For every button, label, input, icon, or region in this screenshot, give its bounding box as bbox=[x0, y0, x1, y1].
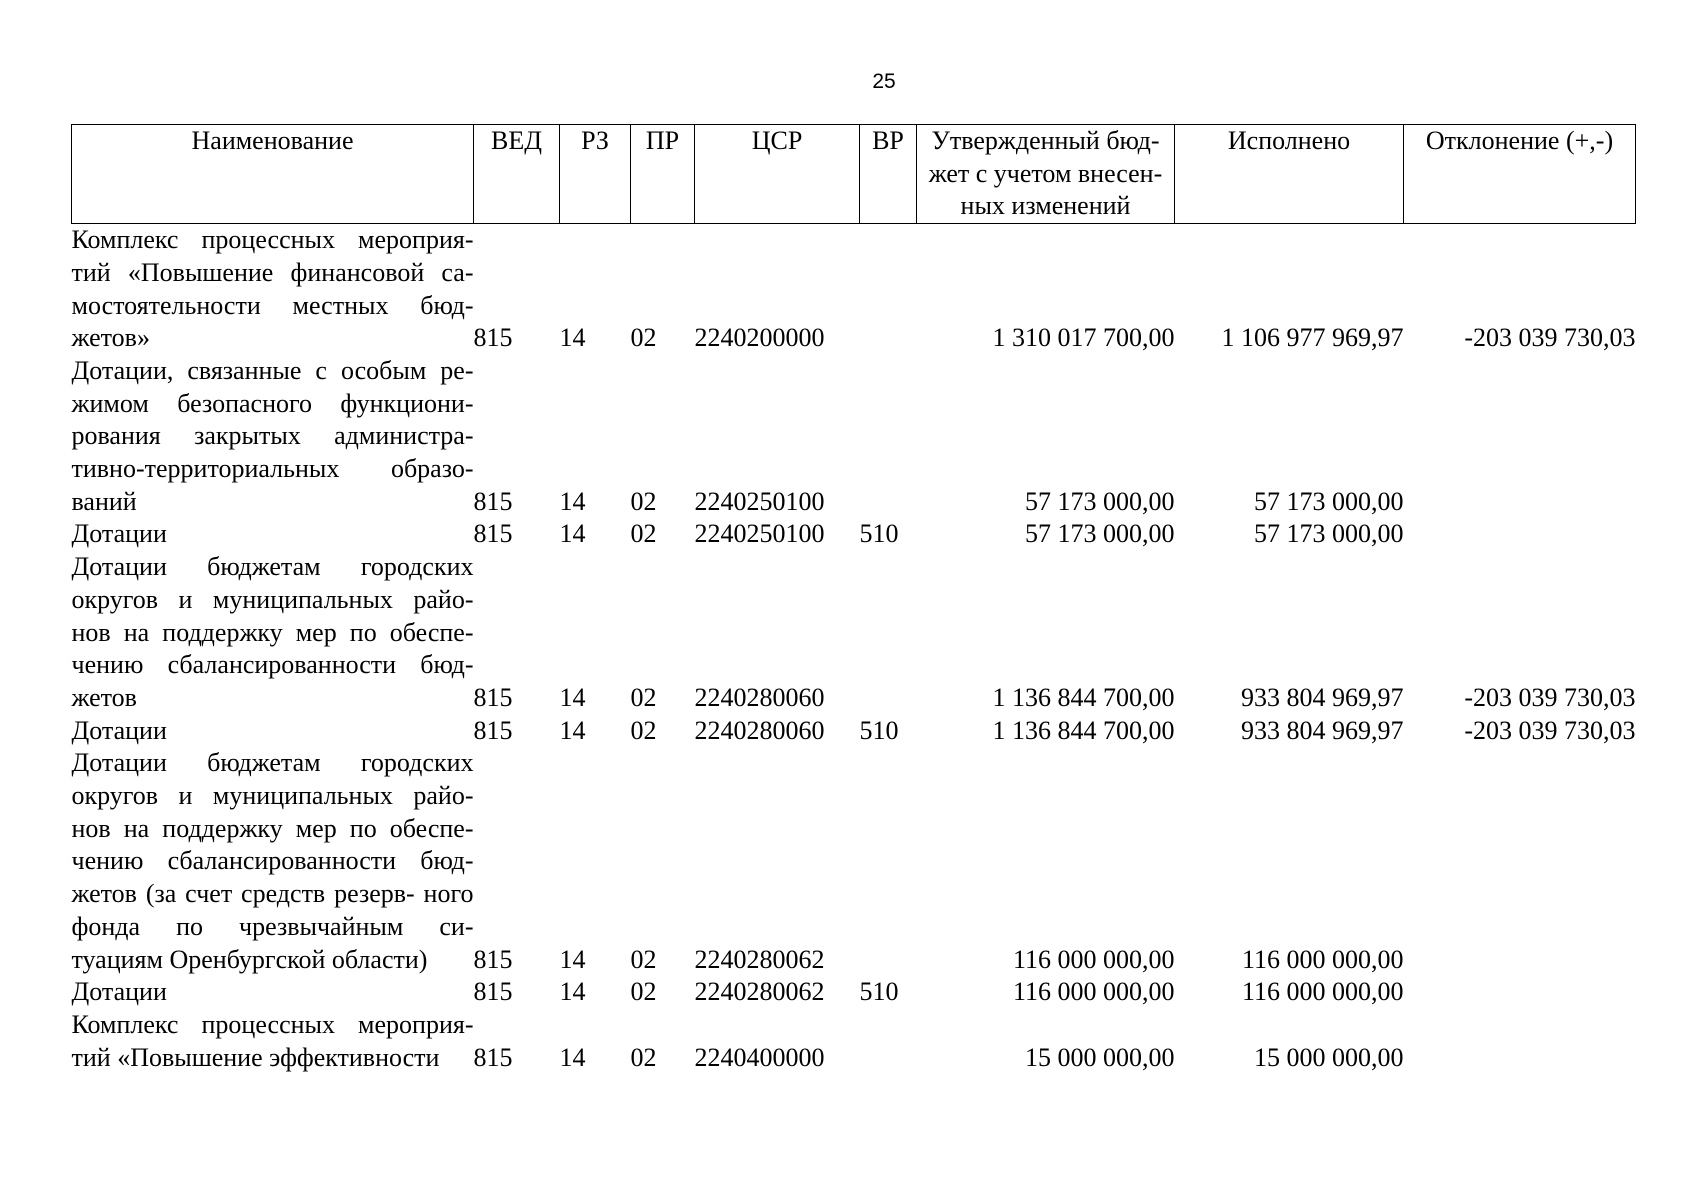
table-header-row bbox=[72, 125, 1636, 224]
row-deviation: -203 039 730,03 bbox=[1464, 323, 1636, 353]
row-vr bbox=[860, 355, 917, 519]
row-vr bbox=[860, 747, 917, 976]
row-name: Комплекс процессных мероприя- тий «Повышение эффективности bbox=[71, 1009, 474, 1072]
row-pr: 02 bbox=[630, 715, 657, 745]
row-deviation bbox=[1404, 355, 1636, 519]
row-deviation bbox=[1404, 747, 1636, 976]
row-vr bbox=[860, 1009, 917, 1074]
row-name: Дотации bbox=[71, 715, 167, 745]
row-csr: 2240200000 bbox=[694, 323, 825, 353]
header-name: Наименование bbox=[72, 125, 474, 224]
row-name: Дотации bbox=[71, 977, 167, 1007]
row-executed: 116 000 000,00 bbox=[1241, 977, 1404, 1007]
row-pr: 02 bbox=[630, 486, 657, 516]
row-ved: 815 bbox=[473, 1042, 513, 1072]
row-vr: 510 bbox=[859, 715, 899, 745]
row-ved: 815 bbox=[473, 323, 513, 353]
table-row bbox=[72, 355, 1636, 519]
header-ved: ВЕД bbox=[474, 125, 560, 224]
row-deviation bbox=[1404, 518, 1636, 551]
header-rz: РЗ bbox=[560, 125, 631, 224]
row-approved: 116 000 000,00 bbox=[1012, 977, 1175, 1007]
page-number: 25 bbox=[872, 70, 896, 93]
row-ved: 815 bbox=[473, 977, 513, 1007]
table-row bbox=[72, 715, 1636, 748]
row-name: Дотации бюджетам городских округов и муниципальных райо- нов на поддержку мер по обеспе- чению сбалансированности бюд- жетов bbox=[71, 552, 474, 712]
row-rz: 14 bbox=[559, 519, 586, 549]
row-ved: 815 bbox=[473, 715, 513, 745]
row-deviation bbox=[1404, 1009, 1636, 1074]
header-csr: ЦСР bbox=[695, 125, 860, 224]
row-ved: 815 bbox=[473, 519, 513, 549]
row-approved: 57 173 000,00 bbox=[1025, 486, 1175, 516]
row-rz: 14 bbox=[559, 715, 586, 745]
row-vr bbox=[860, 224, 917, 355]
table-row bbox=[72, 551, 1636, 715]
row-rz: 14 bbox=[559, 486, 586, 516]
row-approved: 15 000 000,00 bbox=[1025, 1042, 1175, 1072]
row-name: Дотации bbox=[71, 519, 167, 549]
row-executed: 116 000 000,00 bbox=[1241, 944, 1404, 974]
row-executed: 15 000 000,00 bbox=[1254, 1042, 1404, 1072]
row-approved: 1 136 844 700,00 bbox=[992, 682, 1175, 712]
row-name: Дотации, связанные с особым ре- жимом безопасного функциони- рования закрытых администра- тивно-территориальных образо- ваний bbox=[71, 355, 474, 516]
row-name: Дотации бюджетам городских округов и муниципальных райо- нов на поддержку мер по обеспе- чению сбалансированности бюд- жетов (за счет средств резерв- ного фонда по чрезвычайным си- туациям Оренбургской области) bbox=[71, 748, 474, 974]
row-rz: 14 bbox=[559, 1042, 586, 1072]
row-vr: 510 bbox=[859, 519, 899, 549]
table-row bbox=[72, 224, 1636, 355]
row-pr: 02 bbox=[630, 944, 657, 974]
header-vr: ВР bbox=[860, 125, 917, 224]
row-approved: 1 136 844 700,00 bbox=[992, 715, 1175, 745]
budget-execution-table bbox=[71, 124, 1636, 1074]
row-ved: 815 bbox=[473, 486, 513, 516]
table-row bbox=[72, 1009, 1636, 1074]
row-csr: 2240280062 bbox=[694, 977, 825, 1007]
row-ved: 815 bbox=[473, 682, 513, 712]
row-name: Комплекс процессных мероприя- тий «Повышение финансовой са- мостоятельности местных бюд- жетов» bbox=[71, 225, 474, 353]
row-approved: 1 310 017 700,00 bbox=[992, 323, 1175, 353]
row-deviation: -203 039 730,03 bbox=[1464, 715, 1636, 745]
table-row bbox=[72, 747, 1636, 976]
row-executed: 933 804 969,97 bbox=[1241, 682, 1404, 712]
row-ved: 815 bbox=[473, 944, 513, 974]
table-row bbox=[72, 976, 1636, 1009]
row-csr: 2240400000 bbox=[694, 1042, 825, 1072]
row-vr bbox=[860, 551, 917, 715]
row-executed: 1 106 977 969,97 bbox=[1221, 323, 1404, 353]
table-row bbox=[72, 518, 1636, 551]
row-executed: 57 173 000,00 bbox=[1254, 519, 1404, 549]
row-executed: 933 804 969,97 bbox=[1241, 715, 1404, 745]
row-csr: 2240250100 bbox=[694, 486, 825, 516]
row-pr: 02 bbox=[630, 519, 657, 549]
row-approved: 57 173 000,00 bbox=[1025, 519, 1175, 549]
row-pr: 02 bbox=[630, 1042, 657, 1072]
row-executed: 57 173 000,00 bbox=[1254, 486, 1404, 516]
header-deviation: Отклонение (+,-) bbox=[1404, 125, 1636, 224]
row-rz: 14 bbox=[559, 682, 586, 712]
row-pr: 02 bbox=[630, 323, 657, 353]
row-csr: 2240280060 bbox=[694, 682, 825, 712]
row-csr: 2240280060 bbox=[694, 715, 825, 745]
row-csr: 2240280062 bbox=[694, 944, 825, 974]
row-pr: 02 bbox=[630, 977, 657, 1007]
row-rz: 14 bbox=[559, 944, 586, 974]
row-vr: 510 bbox=[859, 977, 899, 1007]
row-rz: 14 bbox=[559, 323, 586, 353]
header-executed: Исполнено bbox=[1175, 125, 1404, 224]
row-rz: 14 bbox=[559, 977, 586, 1007]
row-pr: 02 bbox=[630, 682, 657, 712]
header-pr: ПР bbox=[631, 125, 695, 224]
header-approved-budget: Утвержденный бюд- жет с учетом внесен- ных изменений bbox=[917, 125, 1175, 224]
row-deviation bbox=[1404, 976, 1636, 1009]
row-csr: 2240250100 bbox=[694, 519, 825, 549]
row-approved: 116 000 000,00 bbox=[1012, 944, 1175, 974]
row-deviation: -203 039 730,03 bbox=[1464, 682, 1636, 712]
